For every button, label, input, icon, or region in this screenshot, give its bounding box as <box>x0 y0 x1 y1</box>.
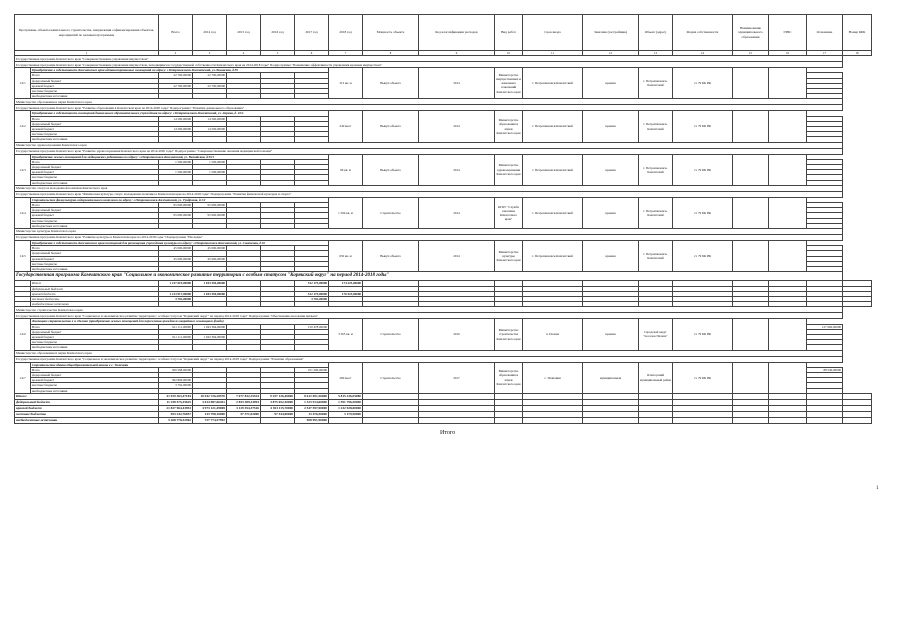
page-number: 1 <box>876 486 879 491</box>
value-2014: 1 043 394,00000 <box>193 324 227 329</box>
program-value: 1 217 619,00000 <box>159 281 193 286</box>
header-cell: Вид работ <box>495 15 523 51</box>
value-total: 22 700,00000 <box>159 83 193 88</box>
financing-source: краевой бюджет <box>31 83 159 88</box>
column-number: 1 <box>15 51 159 56</box>
table-body <box>15 56 872 424</box>
column-number: 17 <box>807 51 843 56</box>
capacity: 1 500 кв. м <box>329 197 363 228</box>
financing-source: федеральный бюджет <box>31 78 159 83</box>
object-name: Приобретение в собственность Камчатского края административных помещений по адресу: г.Петропавловск-Камчатский, ул.Ленинская, д.59 <box>31 68 329 73</box>
financing-source: Итого <box>31 281 159 286</box>
empty-cell <box>843 302 872 307</box>
value-2014: 14 500,00000 <box>193 116 227 121</box>
object-address: п. Палана <box>523 319 583 350</box>
totals-value: 97 544,00000 <box>261 411 295 417</box>
kbk-cell <box>733 68 769 99</box>
capacity: 312 кв. м <box>329 68 363 99</box>
basis: ст. 79 БК РФ <box>673 241 733 272</box>
financing-source: местные бюджеты <box>31 218 159 223</box>
header-cell: Мощность объекта <box>363 15 419 51</box>
totals-label: местные бюджеты <box>15 411 159 417</box>
financing-source: Всего <box>31 324 159 329</box>
object-name-row <box>15 319 872 324</box>
municipality: г. Петропавловск-Камчатский <box>639 154 673 185</box>
section-subtitle: Государственная программа Камчатского края "Физическая культура, спорт, молодежная политика в Камчатском крае на 2014-2018 годы" Подпрограмма "Развитие физической культуры и спорта" <box>15 191 843 197</box>
empty-cell <box>673 417 733 423</box>
extra-cell <box>769 241 807 272</box>
empty-cell <box>843 417 872 423</box>
totals-value: 7 677 832,25524 <box>227 393 261 399</box>
work-type: Строительство <box>363 362 419 393</box>
value-total: 95 000,00000 <box>159 213 193 218</box>
object-address: г. Петропавловск-Камчатский <box>523 154 583 185</box>
value-total: 306 508,00000 <box>159 367 193 372</box>
customer: Министерство имущественных и земельных отношений Камчатского края <box>495 68 523 99</box>
customer: Министерство культуры Камчатского края <box>495 241 523 272</box>
totals-label: Итого: <box>15 393 159 399</box>
value-total: 95 000,00000 <box>159 203 193 208</box>
header-cell: 2014 год <box>193 15 227 51</box>
municipality: г. Петропавловск-Камчатский <box>639 241 673 272</box>
capacity: 3 565 кв. м <box>329 319 363 350</box>
program-value: 512 175,00000 <box>295 291 329 296</box>
empty-cell <box>363 417 419 423</box>
ownership: краевая <box>583 319 639 350</box>
basis: ст. 79 БК РФ <box>673 362 733 393</box>
object-address: г. Петропавловск-Камчатский <box>523 241 583 272</box>
totals-value: 727 774,57992 <box>193 417 227 423</box>
work-type: Строительство <box>363 197 419 228</box>
customer: Министерство образования и науки Камчатского края <box>495 362 523 393</box>
value-total: 45 000,00000 <box>159 256 193 261</box>
program-value: 3 702,00000 <box>295 296 329 301</box>
section-subtitle: Государственная программа Камчатского края "Развитие образования в Камчатском крае на 2014-2020 годы" Подпрограмма "Развитие дошкольного образования" <box>15 105 843 111</box>
header-cell: Срок ввода <box>523 15 583 51</box>
municipality: Олюторский муниципальный район <box>639 362 673 393</box>
kbk-cell <box>733 197 769 228</box>
document-table-container <box>14 14 872 424</box>
commission-year: 2016 <box>419 319 495 350</box>
totals-value: 8 612 091,56000 <box>295 393 329 399</box>
commission-year: 2014 <box>419 111 495 142</box>
header-cell: Программы, объекты капитального строительства, направления софинансирования объектов, мероприятий по целевым программам <box>15 15 159 51</box>
totals-value: 1 323 914,60000 <box>295 399 329 405</box>
ownership: краевая <box>583 68 639 99</box>
work-type: Выкуп объекта <box>363 111 419 142</box>
object-name-row <box>15 111 872 116</box>
financing-source: Всего <box>31 246 159 251</box>
totals-label: федеральный бюджет <box>15 399 159 405</box>
kbk-cell <box>733 111 769 142</box>
basis: ст. 79 БК РФ <box>673 319 733 350</box>
column-number: 6 <box>295 51 329 56</box>
value-2017: 150 478,00000 <box>295 324 329 329</box>
ownership: краевая <box>583 111 639 142</box>
value-2018: 127 060,00000 <box>807 324 843 329</box>
value-2017: 251 290,00000 <box>295 367 329 372</box>
value-2014: 1 500,00000 <box>193 159 227 164</box>
object-address: г. Петропавловск-Камчатский <box>523 197 583 228</box>
header-cell: 2016 год <box>261 15 295 51</box>
column-number: 5 <box>261 51 295 56</box>
object-name-row <box>15 68 872 73</box>
object-name-row <box>15 197 872 202</box>
header-cell: Всего <box>159 15 193 51</box>
financing-source: Всего <box>31 73 159 78</box>
object-code: 1.9.2 <box>15 111 31 142</box>
column-number: 3 <box>193 51 227 56</box>
empty-cell <box>523 417 583 423</box>
section-title: Министерство образования и науки Камчатского края <box>15 99 843 105</box>
object-name-row <box>15 154 872 159</box>
commission-year: 2014 <box>419 197 495 228</box>
object-name: Строительство физкультурно-оздоровительного комплекса по адресу: г.Петропавловск-Камчатский, ул. Тундровая, д.1/2 <box>31 197 329 202</box>
totals-value: 3 614 087,66451 <box>193 399 227 405</box>
section-title: Министерство культуры Камчатского края <box>15 229 843 235</box>
column-number: 18 <box>843 51 872 56</box>
empty-cell <box>495 417 523 423</box>
header-cell: Форма собственности <box>673 15 733 51</box>
value-total: 22 700,00000 <box>159 73 193 78</box>
column-number: 7 <box>329 51 363 56</box>
kbk-cell <box>733 154 769 185</box>
totals-value: 13 476,50000 <box>295 411 329 417</box>
object-address: с. Тиличики <box>523 362 583 393</box>
extra-cell <box>769 197 807 228</box>
extra-cell <box>769 362 807 393</box>
totals-value <box>329 417 363 423</box>
capacity: 96 кв. м <box>329 154 363 185</box>
ownership: муниципальная <box>583 362 639 393</box>
totals-value: 4 923 115,70000 <box>261 405 295 411</box>
financing-source: краевой бюджет <box>31 127 159 132</box>
basis: ст. 79 БК РФ <box>673 197 733 228</box>
column-number: 13 <box>639 51 673 56</box>
financing-source: внебюджетные источники <box>31 345 159 350</box>
program-value: 1 043 394,00000 <box>193 281 227 286</box>
financing-source: краевой бюджет <box>31 291 159 296</box>
financing-source: местные бюджеты <box>31 340 159 345</box>
financing-source: Всего <box>31 367 159 372</box>
work-type: Строительство <box>363 319 419 350</box>
totals-value <box>261 417 295 423</box>
column-number: 8 <box>363 51 419 56</box>
capacity: 280 мест <box>329 362 363 393</box>
kbk-cell <box>733 241 769 272</box>
value-2014: 95 000,00000 <box>193 203 227 208</box>
object-code: 1.9.6 <box>15 319 31 350</box>
column-number: 15 <box>733 51 769 56</box>
column-number: 12 <box>583 51 639 56</box>
ownership: краевая <box>583 154 639 185</box>
financing-source: внебюджетные источники <box>31 94 159 99</box>
value-total: 302 806,00000 <box>159 378 193 383</box>
object-address: г. Петропавловск-Камчатский <box>523 111 583 142</box>
totals-value: 593 242,76057 <box>159 411 193 417</box>
financing-source: Всего <box>31 159 159 164</box>
commission-year: 2014 <box>419 241 495 272</box>
program-value: 1 043 394,00000 <box>193 291 227 296</box>
commission-year: 2014 <box>419 154 495 185</box>
header-cell: Объект (адрес) <box>639 15 673 51</box>
investment-program-table <box>14 14 872 424</box>
totals-value: 508 991,90000 <box>295 417 329 423</box>
header-cell: Наименование муниципального образования <box>733 15 769 51</box>
subprogram-title: Государственная программа Камчатского края "Социальное и экономическое развитие территории с особым статусом "Корякский округ" на период 2014-2018 годы" Подпрограмма "Развитие образования" <box>15 356 843 362</box>
column-number: 14 <box>673 51 733 56</box>
value-total: 45 000,00000 <box>159 246 193 251</box>
object-address: г. Петропавловск-Камчатский <box>523 68 583 99</box>
totals-value: 5 268 778,32962 <box>159 417 193 423</box>
totals-value <box>227 417 261 423</box>
program-value: 174 225,00000 <box>329 281 363 286</box>
ownership: краевая <box>583 197 639 228</box>
header-cell: 2015 год <box>227 15 261 51</box>
empty-cell <box>769 417 807 423</box>
totals-value: 9 257 126,40000 <box>261 393 295 399</box>
empty-cell <box>583 417 639 423</box>
value-2014: 1 043 394,00000 <box>193 334 227 339</box>
financing-source: федеральный бюджет <box>31 286 159 291</box>
financing-source: Всего <box>31 203 159 208</box>
object-name: Приобретение в собственность помещений дошкольного образовательного учреждения по адресу: г.Петропавловск-Камчатский, ул. Ларина, д. 22/4 <box>31 111 329 116</box>
program-value: 3 702,00000 <box>159 296 193 301</box>
column-number: 16 <box>769 51 807 56</box>
totals-value: 1 232 928,00000 <box>329 405 363 411</box>
value-total: 14 500,00000 <box>159 116 193 121</box>
column-number: 10 <box>495 51 523 56</box>
header-cell: 2018 год <box>329 15 363 51</box>
program-title: Государственная программа Камчатского края "Социальное и экономическое развитие территории с особым статусом "Корякский округ" на период 2014-2018 годы" <box>15 272 843 281</box>
totals-value: 11 258 575,35625 <box>159 399 193 405</box>
financing-source: внебюджетные источники <box>31 180 159 185</box>
extra-cell <box>769 68 807 99</box>
column-number: 9 <box>419 51 495 56</box>
financing-source: краевой бюджет <box>31 378 159 383</box>
totals-value: 57 371,02000 <box>227 411 261 417</box>
commission-year: 2014 <box>419 68 495 99</box>
capacity: 650 кв. м <box>329 241 363 272</box>
header-cell: 2017 год <box>295 15 329 51</box>
financing-source: федеральный бюджет <box>31 121 159 126</box>
financing-source: внебюджетные источники <box>31 388 159 393</box>
totals-value: 41 929 363,47184 <box>159 393 193 399</box>
value-2014: 1 500,00000 <box>193 170 227 175</box>
totals-value: 4 973 121,49069 <box>193 405 227 411</box>
customer: КГКУ "Служба заказчика Камчатского края" <box>495 197 523 228</box>
object-name: Приобретение в собственность Камчатского края помещений для размещения учреждения культуры по адресу: г.Петропавловск-Камчатский, ул. Советская, д.10 <box>31 241 329 246</box>
capacity: 240 мест <box>329 111 363 142</box>
section-subtitle: Государственная программа Камчатского края "Развитие здравоохранения Камчатского края на 2014-2020 годы" Подпрограмма "Совершенствование оказания медицинской помощи" <box>15 148 843 154</box>
extra-cell <box>769 319 807 350</box>
work-type: Выкуп объекта <box>363 154 419 185</box>
object-code: 1.9.7 <box>15 362 31 393</box>
object-name: Жилищное строительство в п. Палана (приобретение жилых помещений для переселения граждан из аварийного жилищного фонда) <box>31 319 329 324</box>
financing-source: местные бюджеты <box>31 261 159 266</box>
customer: Министерство строительства Камчатского края <box>495 319 523 350</box>
value-total: 1 500,00000 <box>159 170 193 175</box>
column-number: 2 <box>159 51 193 56</box>
totals-label: краевой бюджет <box>15 405 159 411</box>
totals-value: 133 798,16000 <box>193 411 227 417</box>
financing-source: краевой бюджет <box>31 213 159 218</box>
section-subtitle: Государственная программа Камчатского края "Развитие культуры в Камчатском крае на 2014-2018 годы" Подпрограмма "Наследие" <box>15 235 843 241</box>
object-name: Приобретение жилых помещений для медицинских работников по адресу: г.Петропавловск-Камчатский, ул. Вилюйская, д.53/1 <box>31 154 329 159</box>
header-cell: ГРБС <box>769 15 807 51</box>
empty-cell <box>733 417 769 423</box>
footer-total-label: Итого <box>440 430 456 436</box>
totals-value: 3 129 354,37516 <box>227 405 261 411</box>
value-2014: 45 000,00000 <box>193 246 227 251</box>
basis: ст. 79 БК РФ <box>673 111 733 142</box>
value-total: 3 702,00000 <box>159 383 193 388</box>
totals-value: 3 875 652,30000 <box>261 399 295 405</box>
financing-source: федеральный бюджет <box>31 329 159 334</box>
object-code: 1.9.4 <box>15 197 31 228</box>
program-value: 512 175,00000 <box>295 281 329 286</box>
financing-source: местные бюджеты <box>31 89 159 94</box>
value-total: 911 111,00000 <box>159 334 193 339</box>
empty-cell <box>807 417 843 423</box>
municipality: г. Петропавловск-Камчатский <box>639 197 673 228</box>
financing-source: местные бюджеты <box>31 175 159 180</box>
object-code: 1.9.1 <box>15 68 31 99</box>
object-name-row <box>15 241 872 246</box>
financing-source: Всего <box>31 116 159 121</box>
value-total: 1 500,00000 <box>159 159 193 164</box>
header-row <box>15 15 872 51</box>
totals-value: 5 815 236,05080 <box>329 393 363 399</box>
financing-source: местные бюджеты <box>31 132 159 137</box>
financing-source: федеральный бюджет <box>31 208 159 213</box>
kbk-cell <box>733 362 769 393</box>
value-2014: 22 700,00000 <box>193 73 227 78</box>
work-type: Выкуп объекта <box>363 68 419 99</box>
extra-cell <box>769 111 807 142</box>
municipality: Городской округ "поселок Палана" <box>639 319 673 350</box>
value-total: 14 500,00000 <box>159 127 193 132</box>
work-type: Выкуп объекта <box>363 241 419 272</box>
section-subtitle: Государственная программа Камчатского края "Совершенствование управления имуществом, находящимся в государственной собственности Камчатского края на 2014-2018 годы" Подпрограмма "Повышение эффективности управления краевым имуществом" <box>15 62 843 68</box>
financing-source: внебюджетные источники <box>31 223 159 228</box>
header-cell: Код классификации расходов <box>419 15 495 51</box>
department-title: Министерство строительства Камчатского края <box>15 307 843 313</box>
totals-value: 21 827 964,43953 <box>159 405 193 411</box>
totals-value: 1 591 796,50000 <box>329 399 363 405</box>
ownership: краевая <box>583 241 639 272</box>
empty-cell <box>419 417 495 423</box>
totals-value: 2 853 389,34994 <box>227 399 261 405</box>
financing-source: федеральный бюджет <box>31 165 159 170</box>
totals-value: 10 942 726,28570 <box>193 393 227 399</box>
financing-source: федеральный бюджет <box>31 251 159 256</box>
column-number: 4 <box>227 51 261 56</box>
financing-source: внебюджетные источники <box>31 267 159 272</box>
basis: ст. 79 БК РФ <box>673 154 733 185</box>
subprogram-title: Государственная программа Камчатского края "Социальное и экономическое развитие территории с особым статусом "Корякский округ" на период 2014-2018 годы" Подпрограмма "Обеспечение населения жильем" <box>15 313 843 319</box>
financing-source: краевой бюджет <box>31 334 159 339</box>
financing-source: краевой бюджет <box>31 256 159 261</box>
header-cell: Основание <box>807 15 843 51</box>
value-2014: 14 500,00000 <box>193 127 227 132</box>
object-name: Строительство здания общеобразовательной школы в с. Тиличики <box>31 362 329 367</box>
totals-label: внебюджетные источники <box>15 417 159 423</box>
value-2014: 95 000,00000 <box>193 213 227 218</box>
program-value: 1 213 917,00000 <box>159 291 193 296</box>
header-cell: Заказчик (застройщик) <box>583 15 639 51</box>
value-2014: 45 000,00000 <box>193 256 227 261</box>
financing-source: внебюджетные источники <box>31 302 159 307</box>
customer: Министерство здравоохранения Камчатского края <box>495 154 523 185</box>
financing-source: внебюджетные источники <box>31 137 159 142</box>
totals-value: 3 179,50000 <box>329 411 363 417</box>
section-title: Министерство здравоохранения Камчатского края <box>15 142 843 148</box>
commission-year: 2017 <box>419 362 495 393</box>
extra-cell <box>769 154 807 185</box>
municipality: г. Петропавловск-Камчатский <box>639 111 673 142</box>
value-2018: 88 540,00000 <box>807 367 843 372</box>
financing-source: местные бюджеты <box>31 383 159 388</box>
totals-row <box>15 417 872 423</box>
kbk-cell <box>733 319 769 350</box>
section-title: Государственная программа Камчатского края "Совершенствование управления имуществом" <box>15 56 843 62</box>
municipality: г. Петропавловск-Камчатский <box>639 68 673 99</box>
value-total: 911 111,00000 <box>159 324 193 329</box>
program-title-row <box>15 272 872 281</box>
object-code: 1.9.5 <box>15 241 31 272</box>
program-value: 170 523,00000 <box>329 291 363 296</box>
empty-cell <box>639 417 673 423</box>
column-number: 11 <box>523 51 583 56</box>
financing-source: федеральный бюджет <box>31 372 159 377</box>
totals-value: 2 547 597,90000 <box>295 405 329 411</box>
financing-source: краевой бюджет <box>31 170 159 175</box>
header-cell: Номер КБК <box>843 15 872 51</box>
department-title: Министерство образования и науки Камчатского края <box>15 350 843 356</box>
basis: ст. 79 БК РФ <box>673 68 733 99</box>
object-code: 1.9.3 <box>15 154 31 185</box>
financing-source: местные бюджеты <box>31 296 159 301</box>
value-2014: 22 700,00000 <box>193 83 227 88</box>
section-title: Министерство спорта и молодежной политики Камчатского края <box>15 185 843 191</box>
customer: Министерство образования и науки Камчатского края <box>495 111 523 142</box>
